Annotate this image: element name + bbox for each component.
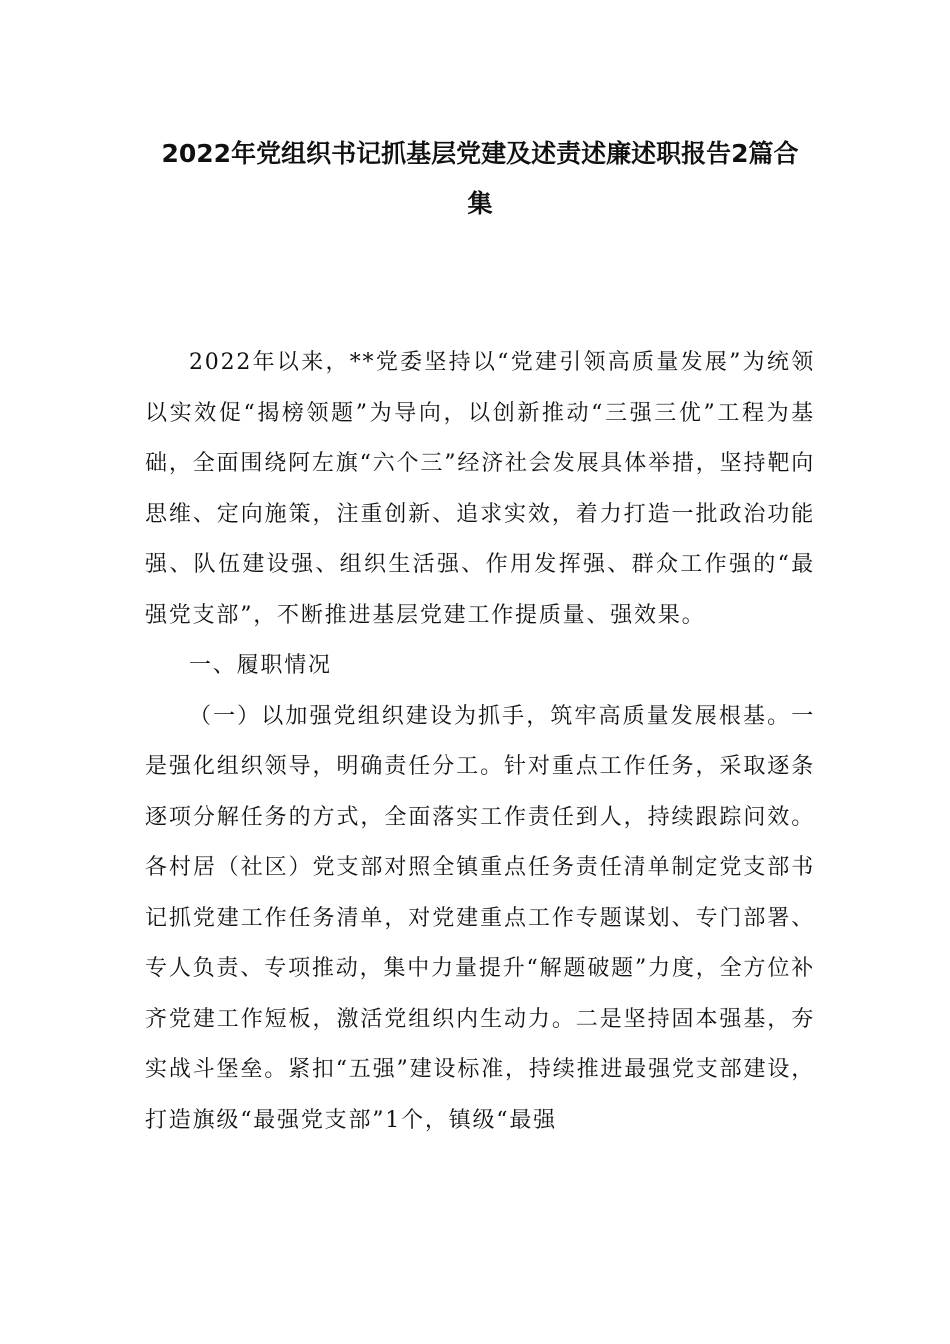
subsection-paragraph-1: （一）以加强党组织建设为抓手，筑牢高质量发展根基。一是强化组织领导，明确责任分工。针对重点工作任务，采取逐条逐项分解任务的方式，全面落实工作责任到人，持续跟踪问效。各村居（社区）党支部对照全镇重点任务责任清单制定党支部书记抓党建工作任务清单，对党建重点工作专题谋划、专门部署、专人负责、专项推动，集中力量提升“解题破题”力度，全方位补齐党建工作短板，激活党组织内生动力。二是坚持固本强基，夯实战斗堡垒。紧扣“五强”建设标准，持续推进最强党支部建设，打造旗级“最强党支部”1个，镇级“最强: [145, 703, 815, 1133]
title-line-1: 2022年党组织书记抓基层党建及述责述廉述职报告2篇合: [161, 139, 799, 168]
section-heading-performance: 一、履职情况: [189, 653, 332, 678]
document-title: [140, 129, 820, 229]
document-body: [145, 338, 815, 1146]
intro-paragraph: 2022年以来，**党委坚持以“党建引领高质量发展”为统领以实效促“揭榜领题”为导向，以创新推动“三强三优”工程为基础，全面围绕阿左旗“六个三”经济社会发展具体举措，坚持靶向思维、定向施策，注重创新、追求实效，着力打造一批政治功能强、队伍建设强、组织生活强、作用发挥强、群众工作强的“最强党支部”，不断推进基层党建工作提质量、强效果。: [145, 350, 815, 628]
title-line-2: 集: [467, 189, 493, 218]
